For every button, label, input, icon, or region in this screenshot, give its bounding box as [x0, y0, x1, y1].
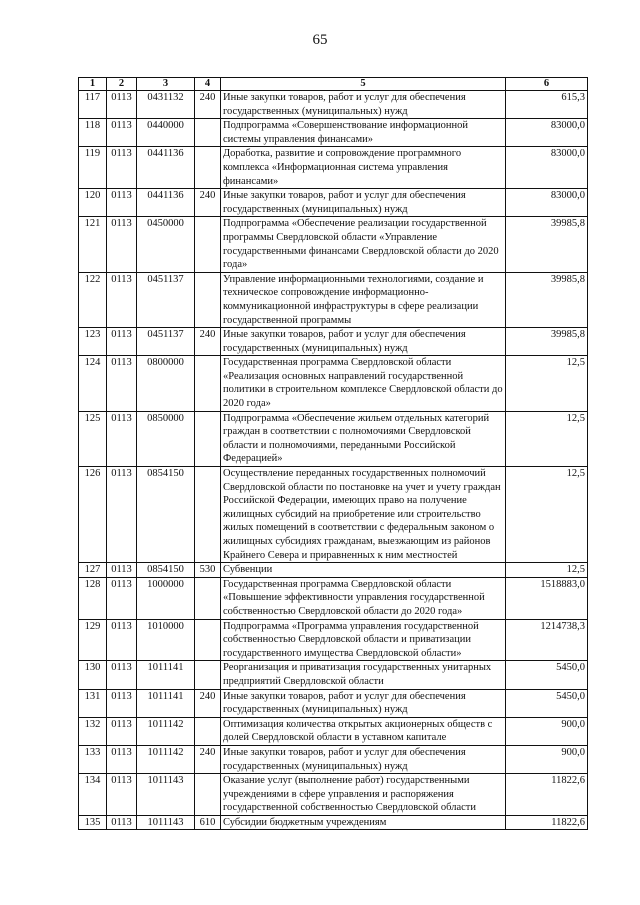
target-code: 1011141 — [137, 689, 195, 717]
target-code: 0800000 — [137, 356, 195, 411]
row-description: Иные закупки товаров, работ и услуг для обеспечения государственных (муниципальных) нужд — [221, 328, 506, 356]
page-number: 65 — [312, 32, 328, 48]
table-body — [79, 91, 588, 830]
row-description: Иные закупки товаров, работ и услуг для обеспечения государственных (муниципальных) нужд — [221, 745, 506, 773]
row-description: Доработка, развитие и сопровождение программного комплекса «Информационная система управления финансами» — [221, 147, 506, 189]
row-description: Осуществление переданных государственных полномочий Свердловской области по постановке на учет и учету граждан Российской Федерации, имеющих право на получение жилищных субсидий на приобретение или строительство жилых помещений в соответствии с федеральным законом о жилищных субсидиях гражданам, выезжающим из районов Крайнего Севера и приравненных к ним местностей — [221, 467, 506, 563]
section-code: 0113 — [107, 119, 137, 147]
row-description: Подпрограмма «Программа управления государственной собственностью Свердловской области и приватизации государственного имущества Свердловской области» — [221, 619, 506, 661]
table-row — [79, 661, 588, 689]
row-number: 134 — [79, 774, 107, 816]
section-code: 0113 — [107, 217, 137, 272]
table-row — [79, 577, 588, 619]
row-amount: 12,5 — [506, 563, 588, 578]
row-amount: 11822,6 — [506, 815, 588, 830]
section-code: 0113 — [107, 411, 137, 466]
row-description: Подпрограмма «Обеспечение жильем отдельных категорий граждан в соответствии с полномочиями Свердловской области и полномочиями, переданными Российской Федерацией» — [221, 411, 506, 466]
expense-type — [195, 411, 221, 466]
row-number: 117 — [79, 91, 107, 119]
row-amount: 39985,8 — [506, 217, 588, 272]
row-amount: 900,0 — [506, 745, 588, 773]
target-code: 1010000 — [137, 619, 195, 661]
row-amount: 1214738,3 — [506, 619, 588, 661]
row-amount: 83000,0 — [506, 119, 588, 147]
target-code: 0440000 — [137, 119, 195, 147]
table-row — [79, 689, 588, 717]
expense-type — [195, 467, 221, 563]
row-description: Иные закупки товаров, работ и услуг для обеспечения государственных (муниципальных) нужд — [221, 91, 506, 119]
row-number: 123 — [79, 328, 107, 356]
table-row — [79, 815, 588, 830]
table-row — [79, 774, 588, 816]
row-description: Субсидии бюджетным учреждениям — [221, 815, 506, 830]
row-number: 124 — [79, 356, 107, 411]
row-description: Оказание услуг (выполнение работ) государственными учреждениями в сфере управления и распоряжения государственной собственностью Свердловской области — [221, 774, 506, 816]
row-amount: 11822,6 — [506, 774, 588, 816]
table-row — [79, 91, 588, 119]
section-code: 0113 — [107, 689, 137, 717]
table-row — [79, 272, 588, 327]
row-amount: 1518883,0 — [506, 577, 588, 619]
section-code: 0113 — [107, 147, 137, 189]
section-code: 0113 — [107, 815, 137, 830]
row-number: 132 — [79, 717, 107, 745]
target-code: 1011142 — [137, 717, 195, 745]
expense-type — [195, 577, 221, 619]
expense-type — [195, 272, 221, 327]
row-description: Иные закупки товаров, работ и услуг для обеспечения государственных (муниципальных) нужд — [221, 689, 506, 717]
target-code: 1011142 — [137, 745, 195, 773]
row-number: 120 — [79, 189, 107, 217]
target-code: 0451137 — [137, 328, 195, 356]
row-number: 133 — [79, 745, 107, 773]
row-number: 128 — [79, 577, 107, 619]
row-number: 127 — [79, 563, 107, 578]
table-row — [79, 147, 588, 189]
section-code: 0113 — [107, 189, 137, 217]
section-code: 0113 — [107, 619, 137, 661]
expense-type: 240 — [195, 328, 221, 356]
expense-type: 240 — [195, 745, 221, 773]
target-code: 1000000 — [137, 577, 195, 619]
table-row — [79, 189, 588, 217]
expense-type: 240 — [195, 689, 221, 717]
row-amount: 39985,8 — [506, 272, 588, 327]
target-code: 1011143 — [137, 815, 195, 830]
row-description: Иные закупки товаров, работ и услуг для обеспечения государственных (муниципальных) нужд — [221, 189, 506, 217]
row-amount: 615,3 — [506, 91, 588, 119]
row-number: 121 — [79, 217, 107, 272]
expense-type — [195, 717, 221, 745]
expense-type — [195, 356, 221, 411]
target-code: 0850000 — [137, 411, 195, 466]
expense-type — [195, 661, 221, 689]
row-amount: 83000,0 — [506, 189, 588, 217]
section-code: 0113 — [107, 467, 137, 563]
row-number: 131 — [79, 689, 107, 717]
row-amount: 12,5 — [506, 467, 588, 563]
row-description: Субвенции — [221, 563, 506, 578]
table-row — [79, 563, 588, 578]
section-code: 0113 — [107, 272, 137, 327]
section-code: 0113 — [107, 661, 137, 689]
row-amount: 83000,0 — [506, 147, 588, 189]
header-col-3: 3 — [137, 78, 195, 91]
table-row — [79, 217, 588, 272]
row-amount: 5450,0 — [506, 661, 588, 689]
target-code: 0854150 — [137, 563, 195, 578]
header-col-6: 6 — [506, 78, 588, 91]
expense-type: 530 — [195, 563, 221, 578]
section-code: 0113 — [107, 717, 137, 745]
section-code: 0113 — [107, 563, 137, 578]
header-col-5: 5 — [221, 78, 506, 91]
section-code: 0113 — [107, 91, 137, 119]
expense-type: 240 — [195, 91, 221, 119]
row-number: 126 — [79, 467, 107, 563]
row-description: Государственная программа Свердловской области «Реализация основных направлений государственной политики в строительном комплексе Свердловской области до 2020 года» — [221, 356, 506, 411]
row-number: 119 — [79, 147, 107, 189]
row-description: Реорганизация и приватизация государственных унитарных предприятий Свердловской области — [221, 661, 506, 689]
target-code: 1011143 — [137, 774, 195, 816]
expense-type: 240 — [195, 189, 221, 217]
row-number: 118 — [79, 119, 107, 147]
row-number: 129 — [79, 619, 107, 661]
expense-type — [195, 619, 221, 661]
section-code: 0113 — [107, 577, 137, 619]
target-code: 0441136 — [137, 189, 195, 217]
row-amount: 12,5 — [506, 356, 588, 411]
header-col-2: 2 — [107, 78, 137, 91]
target-code: 0431132 — [137, 91, 195, 119]
expense-type — [195, 217, 221, 272]
row-amount: 900,0 — [506, 717, 588, 745]
row-amount: 12,5 — [506, 411, 588, 466]
table-row — [79, 328, 588, 356]
table-row — [79, 467, 588, 563]
section-code: 0113 — [107, 356, 137, 411]
header-col-1: 1 — [79, 78, 107, 91]
row-description: Подпрограмма «Совершенствование информационной системы управления финансами» — [221, 119, 506, 147]
row-description: Государственная программа Свердловской области «Повышение эффективности управления государственной собственностью Свердловской области до 2020 года» — [221, 577, 506, 619]
row-number: 125 — [79, 411, 107, 466]
table-row — [79, 717, 588, 745]
target-code: 0450000 — [137, 217, 195, 272]
expense-type — [195, 119, 221, 147]
table-row — [79, 745, 588, 773]
section-code: 0113 — [107, 774, 137, 816]
section-code: 0113 — [107, 328, 137, 356]
budget-table — [78, 77, 588, 830]
table-header — [79, 78, 588, 91]
row-description: Подпрограмма «Обеспечение реализации государственной программы Свердловской области «Управление государственными финансами Свердловской области до 2020 года» — [221, 217, 506, 272]
target-code: 0451137 — [137, 272, 195, 327]
target-code: 0441136 — [137, 147, 195, 189]
table-row — [79, 356, 588, 411]
row-amount: 39985,8 — [506, 328, 588, 356]
header-col-4: 4 — [195, 78, 221, 91]
table-row — [79, 119, 588, 147]
table-row — [79, 619, 588, 661]
row-number: 122 — [79, 272, 107, 327]
row-description: Оптимизация количества открытых акционерных обществ с долей Свердловской области в уставном капитале — [221, 717, 506, 745]
expense-type — [195, 147, 221, 189]
expense-type — [195, 774, 221, 816]
row-number: 135 — [79, 815, 107, 830]
row-amount: 5450,0 — [506, 689, 588, 717]
target-code: 0854150 — [137, 467, 195, 563]
row-description: Управление информационными технологиями, создание и техническое сопровождение информационно-коммуникационной инфраструктуры в сфере реализации государственной программы — [221, 272, 506, 327]
row-number: 130 — [79, 661, 107, 689]
table-row — [79, 411, 588, 466]
expense-type: 610 — [195, 815, 221, 830]
target-code: 1011141 — [137, 661, 195, 689]
section-code: 0113 — [107, 745, 137, 773]
